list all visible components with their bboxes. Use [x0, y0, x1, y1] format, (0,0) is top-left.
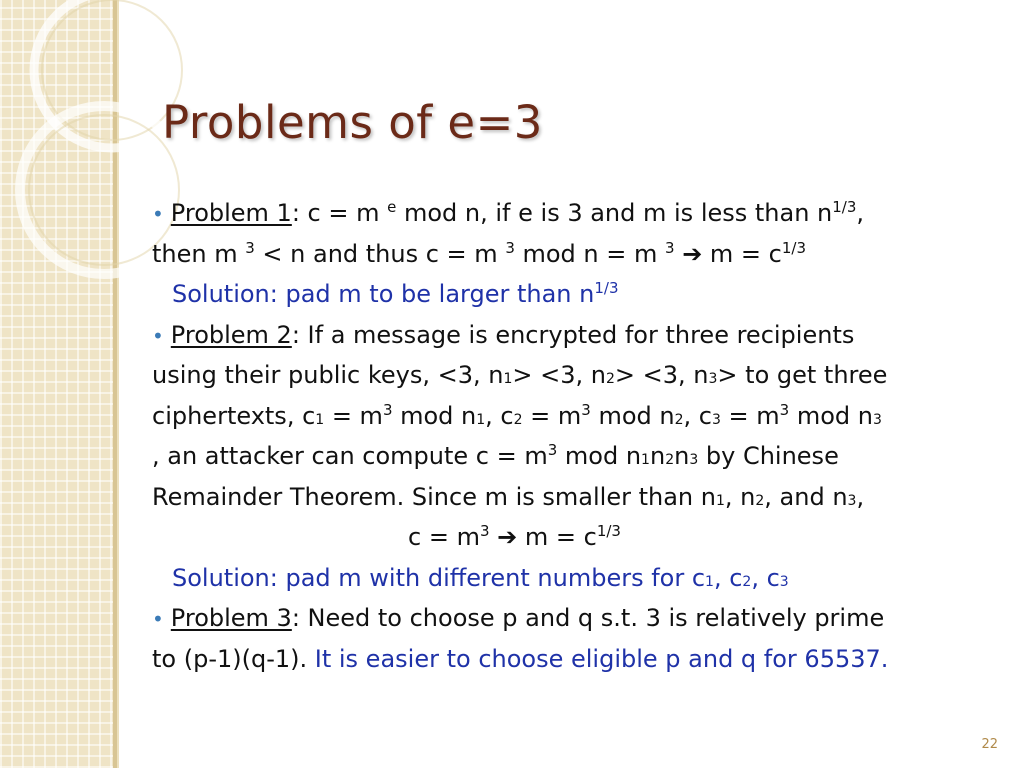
subscript: 1 — [476, 411, 486, 428]
text: , c — [485, 401, 514, 430]
text: Solution: pad m to be larger than n — [172, 280, 595, 308]
problem-3-label: Problem 3 — [170, 604, 292, 632]
subscript: 2 — [605, 371, 615, 387]
problem-1-line-1 — [152, 193, 1002, 234]
superscript: 1/3 — [832, 198, 857, 216]
text: to (p-1)(q-1). — [152, 644, 315, 673]
subscript: 2 — [742, 573, 752, 590]
problem-1-line-2 — [152, 234, 1002, 275]
subscript: 3 — [708, 371, 718, 387]
text: by Chinese — [698, 442, 839, 470]
superscript: 3 — [779, 400, 790, 419]
superscript: 3 — [479, 522, 490, 540]
subscript: 2 — [755, 492, 765, 509]
text: > <3, n — [512, 361, 606, 389]
superscript: 3 — [665, 238, 675, 257]
superscript: 3 — [245, 238, 255, 257]
text: . — [880, 644, 889, 673]
text: mod n = m — [514, 239, 665, 268]
problem-3-line-2 — [152, 639, 1002, 680]
arrow-icon: ➔ — [497, 523, 518, 551]
problem-2-line-2 — [152, 355, 1002, 396]
text: , c — [713, 563, 743, 592]
problem-2-label: Problem 2 — [170, 320, 292, 349]
problem-2-line-5 — [152, 477, 1002, 518]
highlight-text: It is easier to choose eligible p and q for 65537 — [314, 644, 881, 673]
text: mod n — [590, 401, 675, 430]
text: n — [674, 442, 690, 470]
text: : c = m — [291, 199, 388, 227]
subscript: 2 — [665, 452, 675, 468]
subscript: 1 — [705, 573, 714, 590]
subscript: 1 — [641, 452, 650, 468]
bullet-icon: • — [152, 202, 164, 226]
text: Remainder Theorem. Since m is smaller than n — [152, 482, 716, 511]
text: , — [856, 199, 865, 227]
text: ciphertexts, c — [152, 401, 316, 430]
superscript: 1/3 — [781, 238, 807, 257]
superscript: 1/3 — [594, 279, 619, 297]
subscript: 3 — [689, 452, 699, 468]
text: then m — [152, 239, 246, 268]
bullet-icon: • — [152, 607, 164, 631]
problem-2-solution — [152, 558, 1002, 599]
subscript: 1 — [315, 411, 325, 428]
slide-body — [152, 193, 1002, 679]
text: mod n, if e is 3 and m is less than n — [396, 199, 833, 227]
text: , — [856, 482, 865, 511]
superscript: 3 — [547, 441, 558, 459]
bullet-icon: • — [152, 323, 164, 348]
text: c = m — [408, 523, 480, 551]
text: mod n — [557, 442, 642, 470]
text: m = c — [517, 523, 597, 551]
text: , an attacker can compute c = m — [152, 442, 548, 470]
problem-1-label: Problem 1 — [170, 199, 292, 227]
text: , c — [751, 563, 780, 592]
text: > <3, n — [614, 361, 709, 389]
text: : Need to choose p and q s.t. 3 is relatively prime — [291, 604, 885, 632]
subscript: 3 — [847, 492, 857, 509]
subscript: 2 — [674, 411, 684, 428]
text: , and n — [764, 482, 848, 511]
text: = m — [720, 401, 780, 430]
subscript: 1 — [715, 492, 725, 509]
problem-2-line-6 — [152, 517, 1002, 558]
text: = m — [324, 401, 383, 430]
text: , n — [724, 482, 756, 511]
subscript: 1 — [503, 371, 513, 387]
problem-2-line-3 — [152, 396, 1002, 437]
superscript: 3 — [505, 238, 515, 257]
problem-2-line-1 — [152, 315, 1002, 356]
text: mod n — [789, 401, 873, 430]
page-number: 22 — [981, 737, 998, 752]
superscript: 3 — [382, 400, 393, 419]
text: m = c — [702, 239, 782, 268]
problem-3-line-1 — [152, 598, 1002, 639]
superscript: 3 — [581, 400, 591, 419]
text: n — [649, 442, 666, 470]
text: mod n — [392, 401, 477, 430]
text: < n and thus c = m — [254, 239, 506, 268]
text: : If a message is encrypted for three recipients — [291, 320, 855, 349]
superscript: e — [387, 198, 397, 216]
problem-2-line-4 — [152, 436, 1002, 477]
text: Solution: pad m with different numbers for c — [172, 563, 706, 592]
problem-1-solution — [152, 274, 1002, 315]
superscript: 1/3 — [596, 522, 621, 540]
text: = m — [522, 401, 582, 430]
slide-title: Problems of e=3 — [162, 96, 543, 149]
subscript: 3 — [711, 411, 721, 428]
subscript: 3 — [872, 411, 882, 428]
text: , c — [683, 401, 712, 430]
subscript: 3 — [779, 573, 789, 590]
text: > to get three — [717, 361, 888, 389]
text: using their public keys, <3, n — [152, 361, 504, 389]
arrow-icon: ➔ — [682, 239, 703, 268]
subscript: 2 — [513, 411, 523, 428]
